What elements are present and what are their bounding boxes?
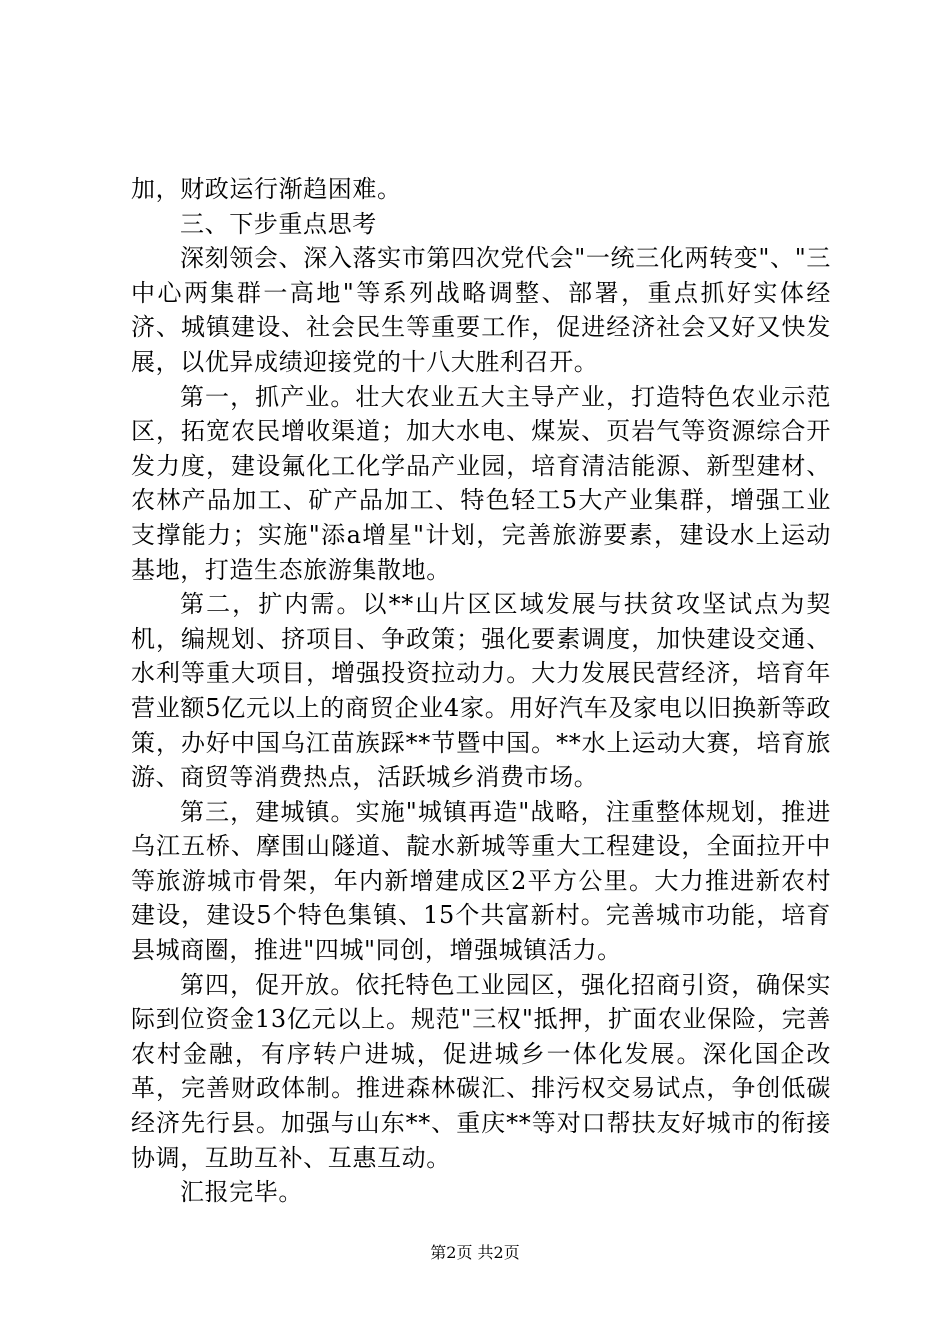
section-heading: 三、下步重点思考 — [180, 209, 377, 238]
paragraph-continuation: 加，财政运行渐趋困难。 — [131, 175, 402, 203]
paragraph-intro: 深刻领会、深入落实市第四次党代会"一统三化两转变"、"三中心两集群一高地"等系列战略调整、部署，重点抓好实体经济、城镇建设、社会民生等重要工作，促进经济社会又好又快发展，以优异成绩迎接党的十八大胜利召开。 — [131, 244, 831, 376]
paragraph-third: 第三，建城镇。实施"城镇再造"战略，注重整体规划，推进乌江五桥、摩围山隧道、靛水新城等重大工程建设，全面拉开中等旅游城市骨架，年内新增建成区2平方公里。大力推进新农村建设，建设5个特色集镇、15个共富新村。完善城市功能，培育县城商圈，推进"四城"同创，增强城镇活力。 — [131, 797, 831, 965]
paragraph-closing: 汇报完毕。 — [180, 1178, 303, 1207]
paragraph-first: 第一，抓产业。壮大农业五大主导产业，打造特色农业示范区，拓宽农民增收渠道；加大水电、煤炭、页岩气等资源综合开发力度，建设氟化工化学品产业园，培育清洁能源、新型建材、农林产品加工、矿产品加工、特色轻工5大产业集群，增强工业支撑能力；实施"添a增星"计划，完善旅游要素，建设水上运动基地，打造生态旅游集散地。 — [131, 382, 831, 584]
paragraph-second: 第二，扩内需。以**山片区区域发展与扶贫攻坚试点为契机，编规划、挤项目、争政策；强化要素调度，加快建设交通、水利等重大项目，增强投资拉动力。大力发展民营经济，培育年营业额5亿元以上的商贸企业4家。用好汽车及家电以旧换新等政策，办好中国乌江苗族踩**节暨中国。**水上运动大赛，培育旅游、商贸等消费热点，活跃城乡消费市场。 — [131, 590, 831, 792]
document-body — [131, 172, 831, 1210]
page-footer: 第2页 共2页 — [430, 1243, 520, 1262]
paragraph-fourth: 第四，促开放。依托特色工业园区，强化招商引资，确保实际到位资金13亿元以上。规范"三权"抵押，扩面农业保险，完善农村金融，有序转户进城，促进城乡一体化发展。深化国企改革，完善财政体制。推进森林碳汇、排污权交易试点，争创低碳经济先行县。加强与山东**、重庆**等对口帮扶友好城市的衔接协调，互助互补、互惠互动。 — [131, 970, 831, 1172]
